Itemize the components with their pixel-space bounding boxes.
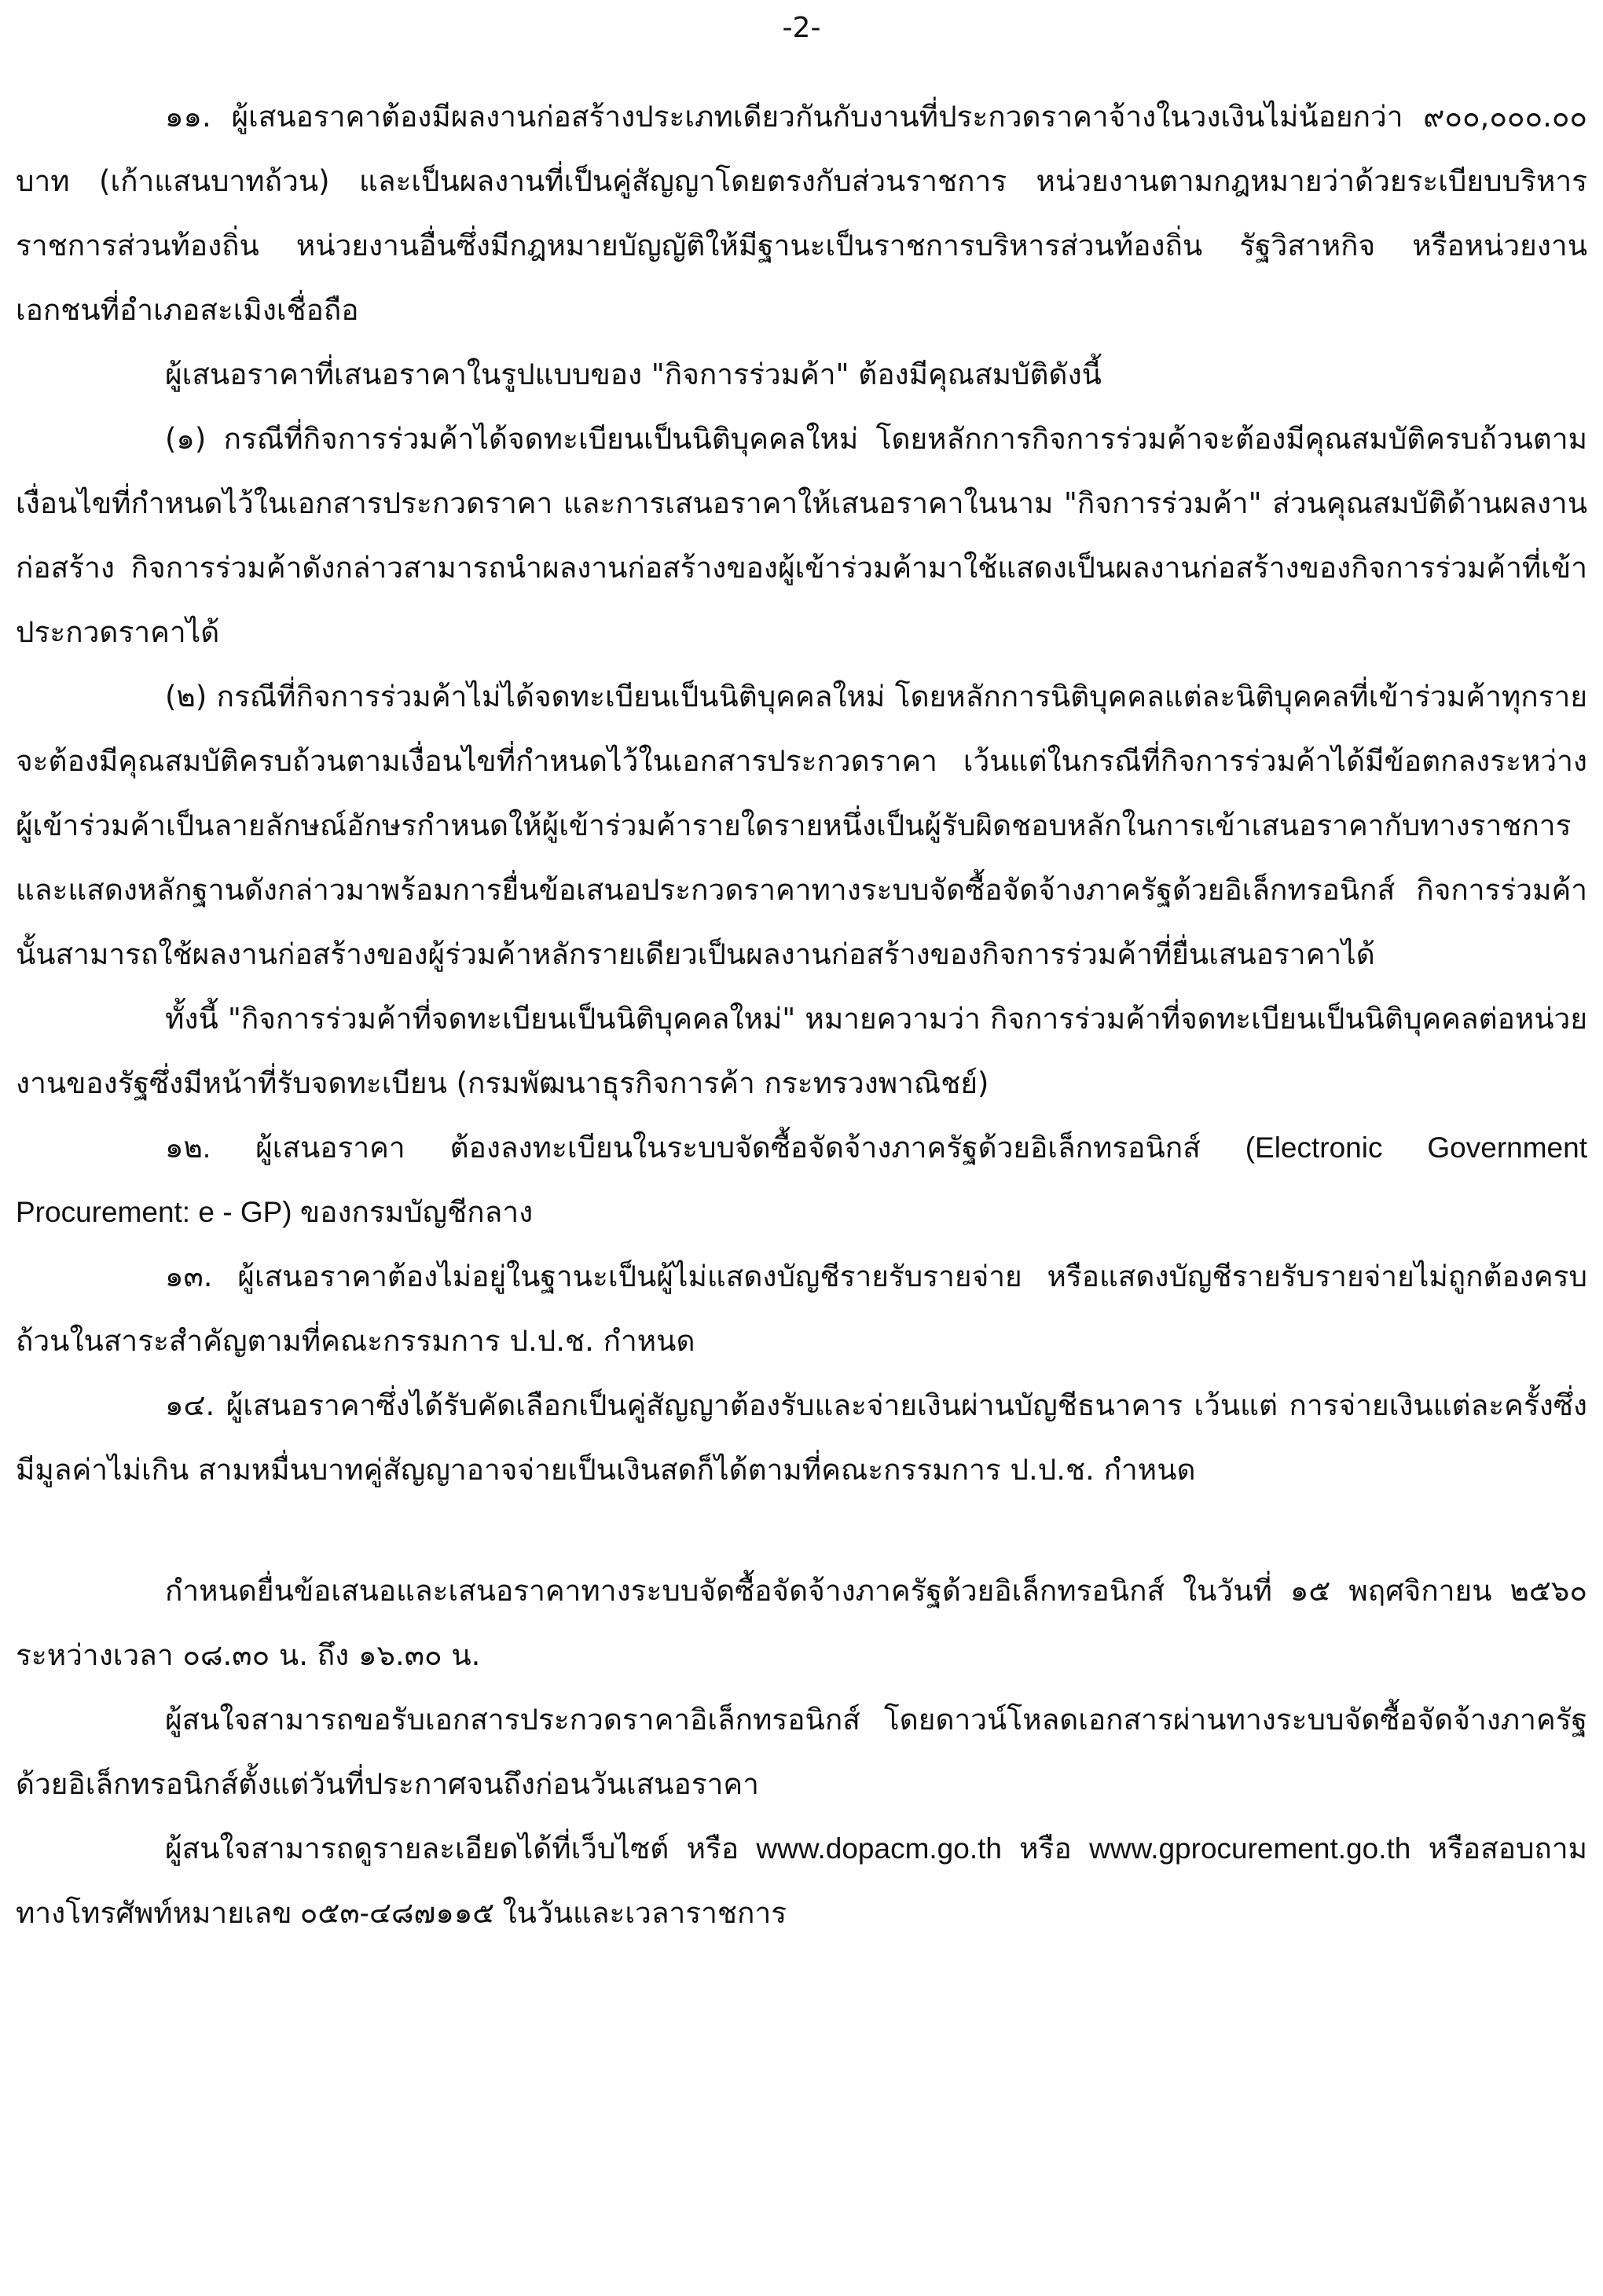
submission-date-paragraph: กำหนดยื่นข้อเสนอและเสนอราคาทางระบบจัดซื้อจัดจ้างภาครัฐด้วยอิเล็กทรอนิกส์ ในวันที่ ๑๕ พฤศจิกายน ๒๕๖๐ ระหว่างเวลา ๐๘.๓๐ น. ถึง ๑๖.๓๐ น. [16, 1574, 1587, 1672]
joint-venture-case-1-paragraph: (๑) กรณีที่กิจการร่วมค้าได้จดทะเบียนเป็นนิติบุคคลใหม่ โดยหลักการกิจการร่วมค้าจะต้องมีคุณสมบัติครบถ้วนตามเงื่อนไขที่กำหนดไว้ในเอกสารประกวดราคา และการเสนอราคาให้เสนอราคาในนาม "กิจการร่วมค้า" ส่วนคุณสมบัติด้านผลงานก่อสร้าง กิจการร่วมค้าดังกล่าวสามารถนำผลงานก่อสร้างของผู้เข้าร่วมค้ามาใช้แสดงเป็นผลงานก่อสร้างของกิจการร่วมค้าที่เข้าประกวดราคาได้ [16, 422, 1587, 649]
clause-11-paragraph: ๑๑. ผู้เสนอราคาต้องมีผลงานก่อสร้างประเภทเดียวกันกับงานที่ประกวดราคาจ้างในวงเงินไม่น้อยกว่า ๙๐๐,๐๐๐.๐๐ บาท (เก้าแสนบาทถ้วน) และเป็นผลงานที่เป็นคู่สัญญาโดยตรงกับส่วนราชการ หน่วยงานตามกฎหมายว่าด้วยระเบียบบริหารราชการส่วนท้องถิ่น หน่วยงานอื่นซึ่งมีกฎหมายบัญญัติให้มีฐานะเป็นราชการบริหารส่วนท้องถิ่น รัฐวิสาหกิจ หรือหน่วยงานเอกชนที่อำเภอสะเมิงเชื่อถือ [16, 100, 1587, 327]
clause-12-paragraph: ๑๒. ผู้เสนอราคา ต้องลงทะเบียนในระบบจัดซื้อจัดจ้างภาครัฐด้วยอิเล็กทรอนิกส์ (Electronic Government Procurement: e - GP) ของกรมบัญชีกลาง [16, 1131, 1587, 1228]
document-body [16, 85, 1587, 1946]
clause-13-paragraph: ๑๓. ผู้เสนอราคาต้องไม่อยู่ในฐานะเป็นผู้ไม่แสดงบัญชีรายรับรายจ่าย หรือแสดงบัญชีรายรับรายจ่ายไม่ถูกต้องครบถ้วนในสาระสำคัญตามที่คณะกรรมการ ป.ป.ช. กำหนด [16, 1260, 1587, 1358]
page-number: -2- [782, 12, 821, 44]
joint-venture-case-2-paragraph: (๒) กรณีที่กิจการร่วมค้าไม่ได้จดทะเบียนเป็นนิติบุคคลใหม่ โดยหลักการนิติบุคคลแต่ละนิติบุคคลที่เข้าร่วมค้าทุกรายจะต้องมีคุณสมบัติครบถ้วนตามเงื่อนไขที่กำหนดไว้ในเอกสารประกวดราคา เว้นแต่ในกรณีที่กิจการร่วมค้าได้มีข้อตกลงระหว่างผู้เข้าร่วมค้าเป็นลายลักษณ์อักษรกำหนดให้ผู้เข้าร่วมค้ารายใดรายหนึ่งเป็นผู้รับผิดชอบหลักในการเข้าเสนอราคากับทางราชการ และแสดงหลักฐานดังกล่าวมาพร้อมการยื่นข้อเสนอประกวดราคาทางระบบจัดซื้อจัดจ้างภาครัฐด้วยอิเล็กทรอนิกส์ กิจการร่วมค้านั้นสามารถใช้ผลงานก่อสร้างของผู้ร่วมค้าหลักรายเดียวเป็นผลงานก่อสร้างของกิจการร่วมค้าที่ยื่นเสนอราคาได้ [16, 680, 1587, 971]
contact-info-paragraph: ผู้สนใจสามารถดูรายละเอียดได้ที่เว็บไซต์ หรือ www.dopacm.go.th หรือ www.gprocurement.go.th หรือสอบถามทางโทรศัพท์หมายเลข ๐๕๓-๔๘๗๑๑๕ ในวันและเวลาราชการ [16, 1832, 1587, 1929]
clause-14-paragraph: ๑๔. ผู้เสนอราคาซึ่งได้รับคัดเลือกเป็นคู่สัญญาต้องรับและจ่ายเงินผ่านบัญชีธนาคาร เว้นแต่ การจ่ายเงินแต่ละครั้งซึ่งมีมูลค่าไม่เกิน สามหมื่นบาทคู่สัญญาอาจจ่ายเป็นเงินสดก็ได้ตามที่คณะกรรมการ ป.ป.ช. กำหนด [16, 1388, 1587, 1487]
joint-venture-definition-paragraph: ทั้งนี้ "กิจการร่วมค้าที่จดทะเบียนเป็นนิติบุคคลใหม่" หมายความว่า กิจการร่วมค้าที่จดทะเบียนเป็นนิติบุคคลต่อหน่วยงานของรัฐซึ่งมีหน้าที่รับจดทะเบียน (กรมพัฒนาธุรกิจการค้า กระทรวงพาณิชย์) [16, 1002, 1587, 1100]
document-download-paragraph: ผู้สนใจสามารถขอรับเอกสารประกวดราคาอิเล็กทรอนิกส์ โดยดาวน์โหลดเอกสารผ่านทางระบบจัดซื้อจัดจ้างภาครัฐด้วยอิเล็กทรอนิกส์ตั้งแต่วันที่ประกาศจนถึงก่อนวันเสนอราคา [16, 1703, 1587, 1801]
joint-venture-intro-paragraph: ผู้เสนอราคาที่เสนอราคาในรูปแบบของ "กิจการร่วมค้า" ต้องมีคุณสมบัติดังนี้ [165, 358, 1102, 391]
